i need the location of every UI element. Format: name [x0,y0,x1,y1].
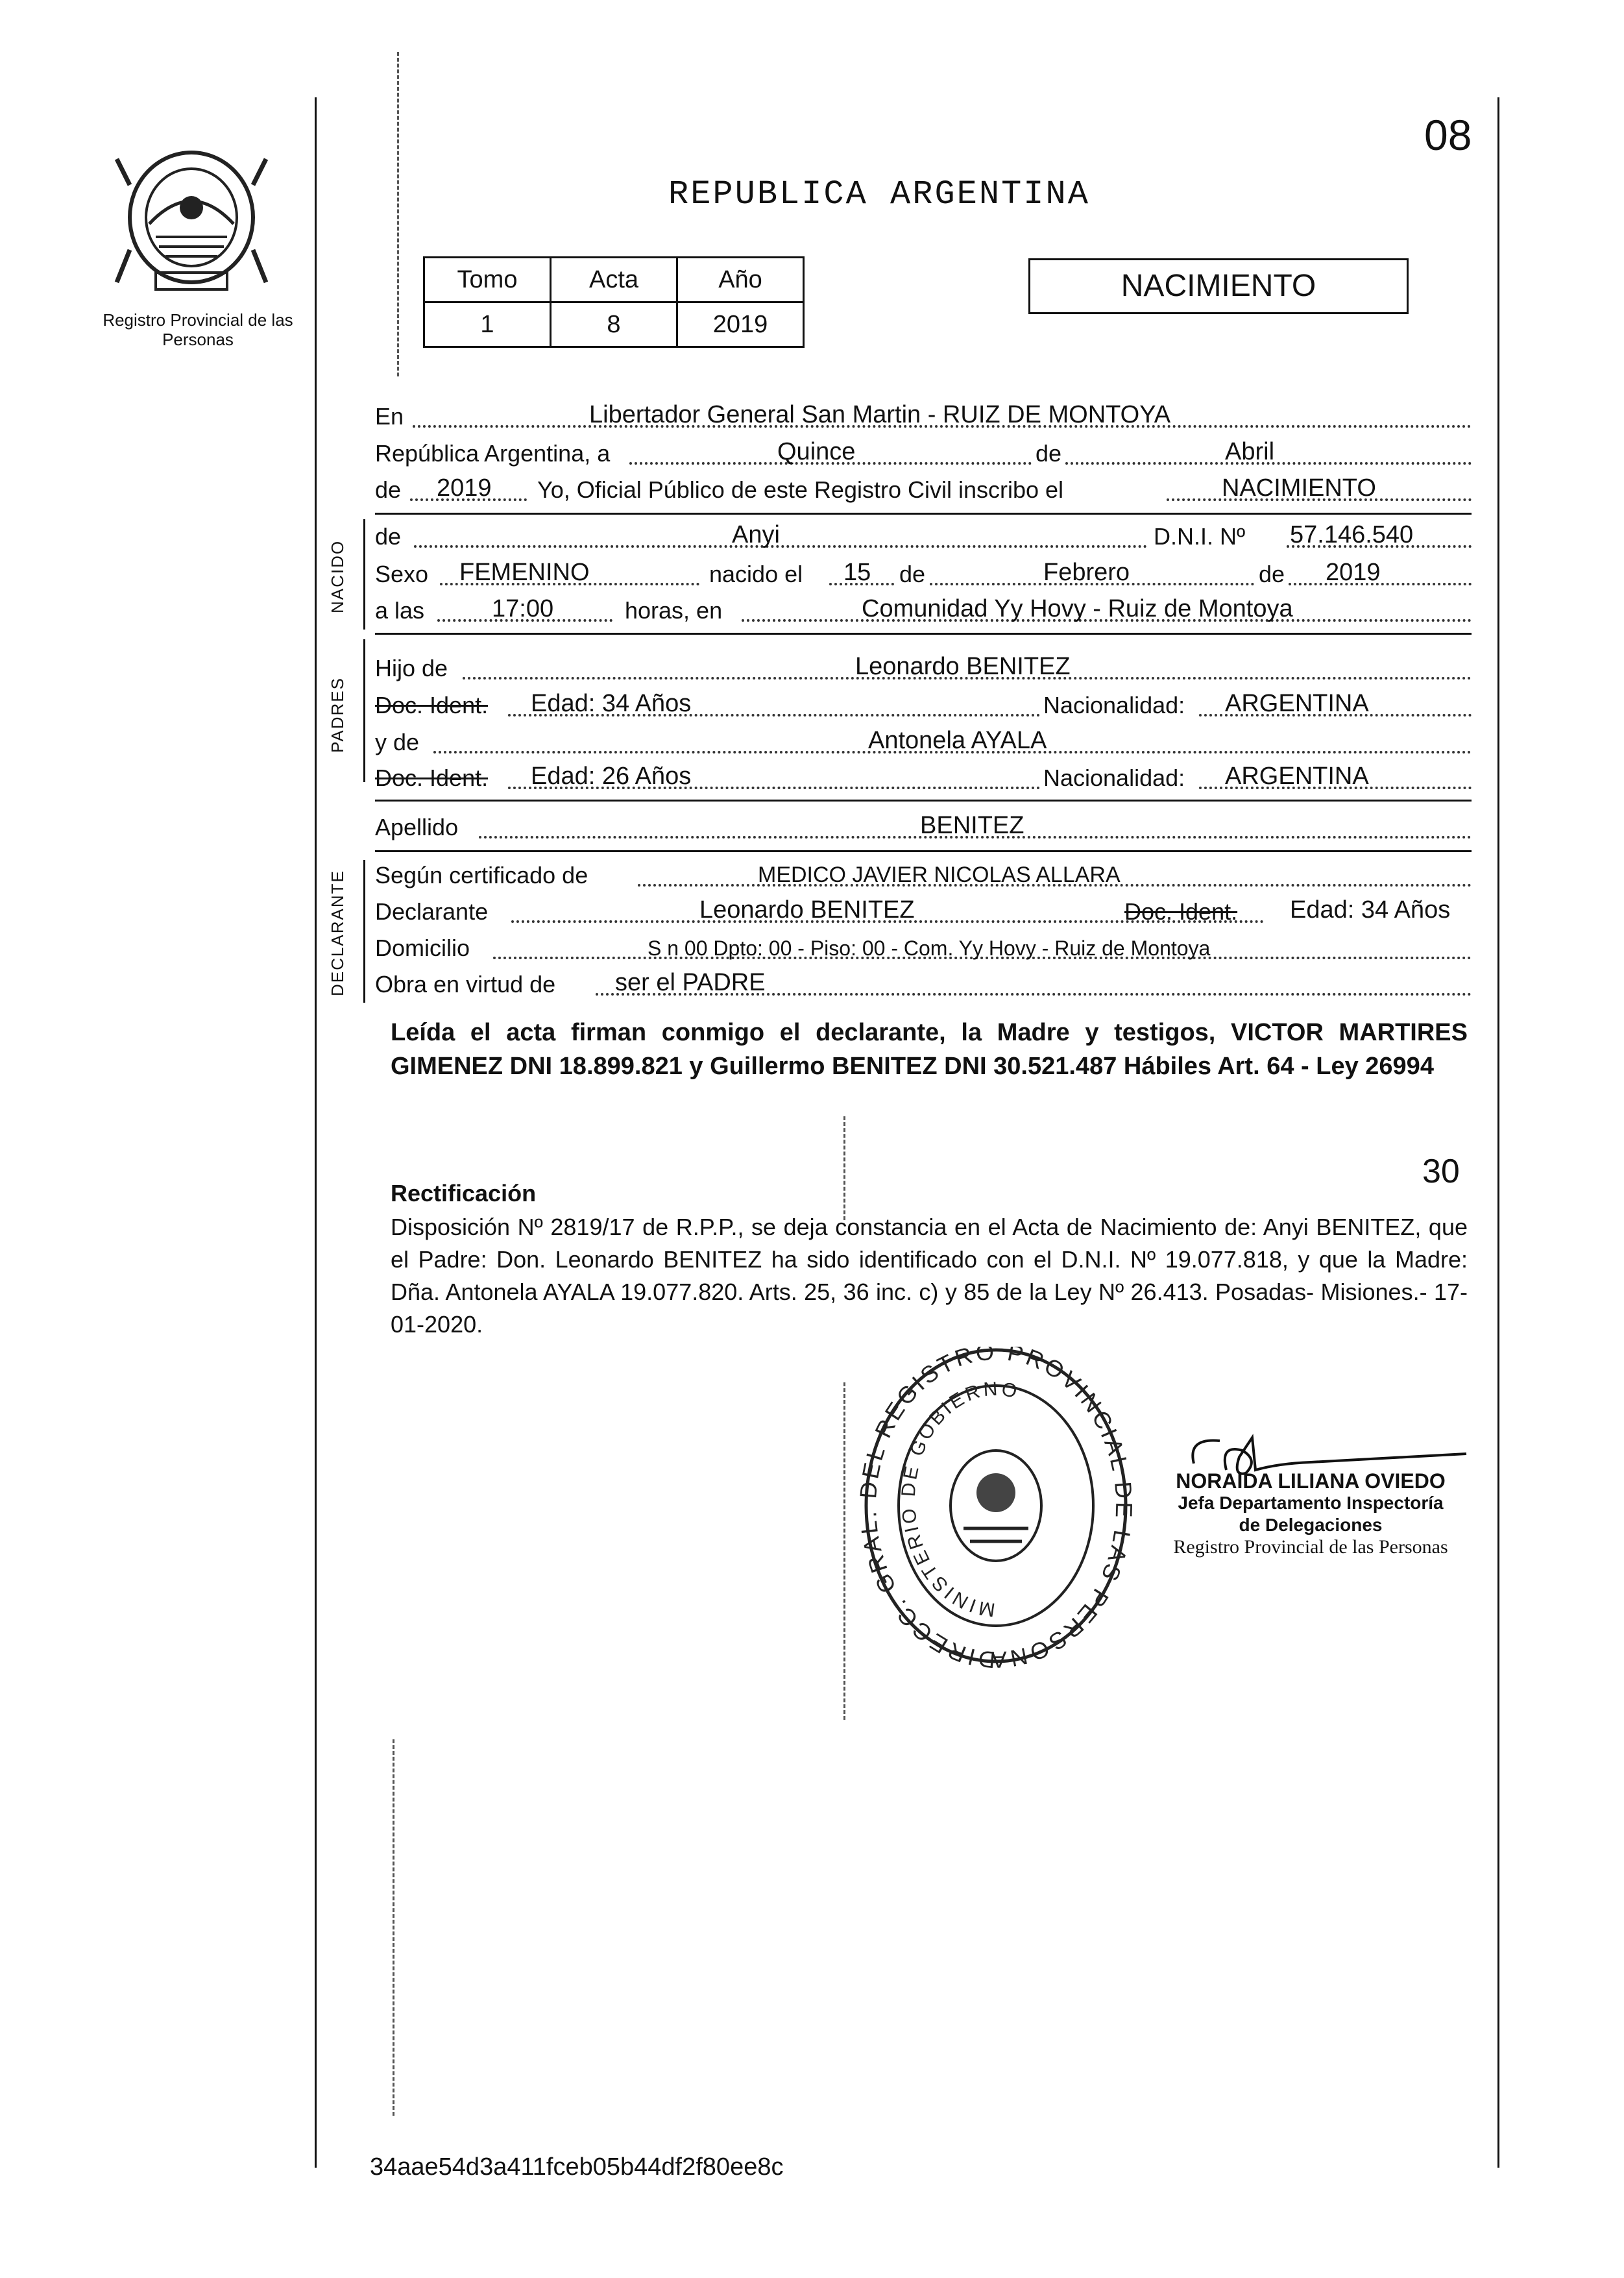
row-nacido-name [375,519,1472,556]
record-table [423,256,805,348]
de-label: de [375,523,402,550]
row-declarante [375,894,1472,931]
certificado-value: MEDICO JAVIER NICOLAS ALLARA [758,863,1121,887]
record-table-cell: 2019 [677,302,804,347]
row-domicilio [375,931,1472,967]
document-hash: 34aae54d3a411fceb05b44df2f80ee8c [370,2153,784,2181]
row-mother-doc [375,761,1472,797]
row-year [375,472,1472,509]
row-republica [375,436,1472,472]
place-value: Libertador General San Martin - RUIZ DE MONTOYA [589,401,1171,428]
row-sexo [375,557,1472,593]
record-table-cell: 1 [424,302,551,347]
fold-mark-line-center-lower [843,1382,845,1720]
fold-mark-line-lower [393,1739,394,2116]
record-table-cell: 8 [551,302,677,347]
act-value: NACIMIENTO [1222,474,1376,502]
stamp-inner-text: MINISTERIO DE GOBIERNO [897,1378,1022,1621]
nacido-section-label: NACIDO [328,539,347,613]
domicilio-value: S n 00 Dpto: 00 - Piso: 00 - Com. Yy Hovy - Ruiz de Montoya [648,937,1211,960]
section-divider [375,513,1472,515]
apellido-value: BENITEZ [920,812,1024,839]
father-name-value: Leonardo BENITEZ [855,653,1071,680]
province-seal-logo [110,146,273,295]
declarante-value: Leonardo BENITEZ [699,896,915,924]
sexo-label: Sexo [375,561,429,587]
republica-label: República Argentina, a [375,440,611,467]
month-value: Abril [1225,438,1275,465]
dni-value: 57.146.540 [1290,521,1414,548]
row-ydе [375,725,1472,761]
fold-mark-line-center [843,1116,845,1220]
domicilio-label: Domicilio [375,935,470,961]
section-divider [375,633,1472,635]
registry-name: Registro Provincial de las Personas [103,310,293,349]
nacionalidad-label: Nacionalidad: [1043,692,1185,718]
act-type-box: NACIMIENTO [1028,258,1409,314]
row-hijo [375,651,1472,687]
signer-title-line2: de Delegaciones [1239,1515,1383,1535]
right-margin-line [1497,97,1499,2168]
official-text: Yo, Oficial Público de este Registro Civil inscribo el [537,476,1064,503]
day-value: Quince [777,438,856,465]
padres-section-label: PADRES [328,677,347,753]
rectificacion-title: Rectificación [391,1180,537,1206]
page-number: 08 [1424,111,1472,159]
record-table-header: Tomo [424,258,551,302]
father-age-value: Edad: 34 Años [531,690,692,717]
record-table-header: Acta [551,258,677,302]
row-obra [375,967,1472,1003]
doc-ident-label: Doc. Ident. [375,765,489,791]
record-table-value-row [424,302,804,347]
rectificacion-page-number: 30 [1422,1153,1460,1190]
signer-title-line1: Jefa Departamento Inspectoría [1178,1493,1444,1513]
row-en [375,399,1472,435]
sexo-value: FEMENINO [459,559,590,586]
birth-month-value: Febrero [1043,559,1130,586]
left-margin-line [315,97,317,2168]
doc-ident-label: Doc. Ident. [1124,898,1238,925]
de-label: de [1036,440,1062,467]
row-hora [375,593,1472,630]
section-divider [375,850,1472,852]
row-father-doc [375,688,1472,724]
year-value: 2019 [437,474,492,502]
certificado-label: Según certificado de [375,862,588,888]
mother-name-value: Antonela AYALA [868,727,1047,754]
apellido-label: Apellido [375,814,459,840]
declarante-section-label: DECLARANTE [328,870,347,996]
de-label: de [375,476,402,503]
closing-statement: Leída el acta firman conmigo el declarante, la Madre y testigos, VICTOR MARTIRES GIMENEZ DNI 18.899.821 y Guillermo BENITEZ DNI 30.521.487 Hábiles Art. 64 - Ley 26994 [391,1019,1468,1080]
child-name-value: Anyi [732,521,780,548]
nacido-label: nacido el [709,561,803,587]
row-certificado [375,858,1472,894]
hijo-label: Hijo de [375,655,448,681]
doc-ident-label: Doc. Ident. [375,692,489,718]
dni-label: D.N.I. Nº [1154,523,1246,550]
birth-year-value: 2019 [1326,559,1381,586]
declarante-age-value: Edad: 34 Años [1290,896,1451,924]
nacido-section-line [363,519,365,630]
mother-age-value: Edad: 26 Años [531,763,692,790]
record-table-header-row [424,258,804,302]
father-nationality-value: ARGENTINA [1225,690,1369,717]
mother-nationality-value: ARGENTINA [1225,763,1369,790]
section-divider [375,800,1472,802]
de-label: de [1259,561,1285,587]
stamp-outer-text: DIRECC. GRA L REGISTRO PROVINCIAL AS PERSONA [860,1347,1132,1671]
signer-title-line3: Registro Provincial de las Personas [1173,1536,1448,1558]
horas-label: horas, en [625,597,723,624]
hour-value: 17:00 [492,595,554,622]
nacionalidad-label: Nacionalidad: [1043,765,1185,791]
record-table-header: Año [677,258,804,302]
row-apellido [375,810,1472,846]
en-label: En [375,403,404,430]
a-las-label: a las [375,597,425,624]
signature-block [1148,1470,1473,1558]
declarante-section-line [363,860,365,1003]
de-label: de [899,561,926,587]
obra-value: ser el PADRE [615,969,766,996]
country-title: REPUBLICA ARGENTINA [668,175,1090,214]
official-stamp [860,1347,1132,1671]
declarante-label: Declarante [375,898,489,925]
fold-mark-line [397,52,399,376]
signer-name: NORAIDA LILIANA OVIEDO [1176,1469,1446,1493]
padres-section-line [363,639,365,782]
birth-day-value: 15 [843,559,871,586]
obra-label: Obra en virtud de [375,971,556,998]
rectificacion-body: Disposición Nº 2819/17 de R.P.P., se deja constancia en el Acta de Nacimiento de: Anyi BENITEZ, que el Padre: Don. Leonardo BENITEZ ha sido identificado con el D.N.I. Nº 19.077.818, y que la Madre: Dña. Antonela AYALA 19.077.820. Arts. 25, 36 inc. c) y 85 de la Ley Nº 26.413. Posadas- Misiones.- 17-01-2020. [391,1214,1468,1338]
y-de-label: y de [375,729,420,755]
birth-place-value: Comunidad Yy Hovy - Ruiz de Montoya [862,595,1293,622]
dotted-line [414,545,1147,548]
